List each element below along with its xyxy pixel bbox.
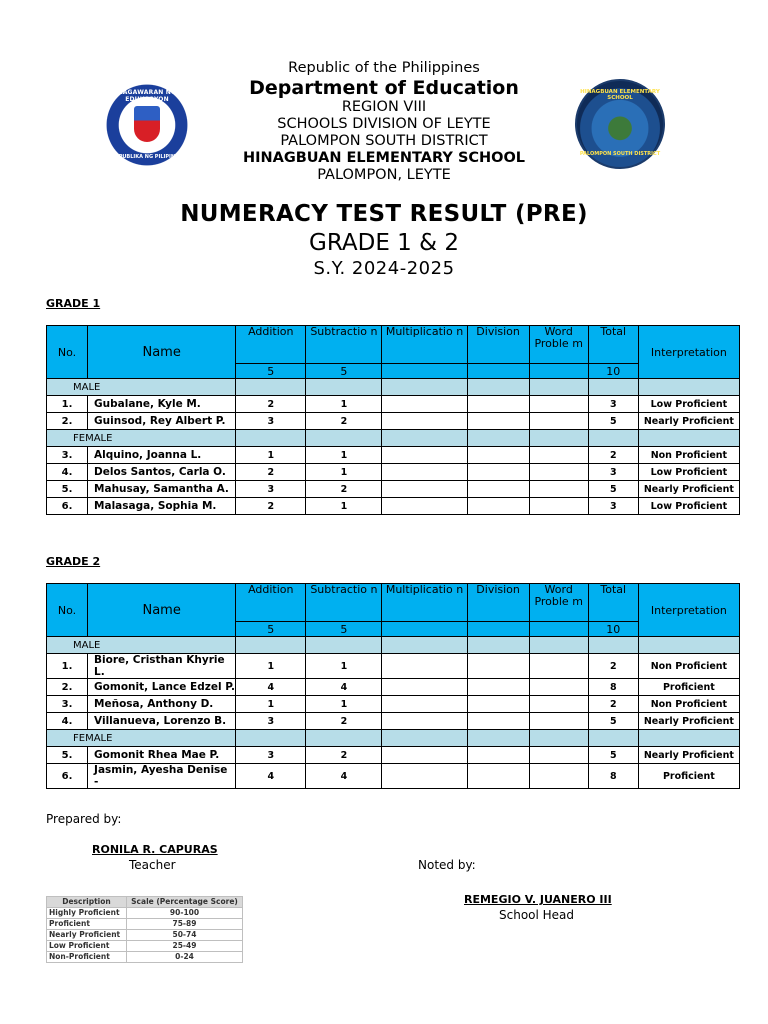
col-interpretation-header: Interpretation (638, 326, 739, 379)
student-name: Delos Santos, Carla O. (88, 464, 236, 481)
total-items: 10 (588, 622, 638, 637)
multiplication-score (382, 447, 467, 464)
student-row (47, 696, 740, 713)
addition-score: 1 (236, 654, 306, 679)
division-line: SCHOOLS DIVISION OF LEYTE (277, 116, 491, 132)
division-score (467, 679, 529, 696)
scale-row (47, 908, 243, 919)
school-head-role: School Head (499, 908, 575, 922)
total-score: 8 (588, 764, 638, 789)
division-items (467, 622, 529, 637)
addition-score: 4 (236, 764, 306, 789)
division-score (467, 747, 529, 764)
col-total-header: Total (588, 326, 638, 364)
total-score: 8 (588, 679, 638, 696)
scale-row (47, 941, 243, 952)
total-score: 5 (588, 747, 638, 764)
total-score: 2 (588, 654, 638, 679)
student-name: Villanueva, Lorenzo B. (88, 713, 236, 730)
student-name: Gomonit, Lance Edzel P. (88, 679, 236, 696)
grade2-male-section (47, 637, 740, 654)
col-addition-header: Addition (236, 326, 306, 364)
student-number: 5. (47, 481, 88, 498)
total-score: 2 (588, 447, 638, 464)
logo-left-ring-text: KAGAWARAN NG EDUKASYON (117, 89, 177, 103)
division-score (467, 396, 529, 413)
multiplication-score (382, 481, 467, 498)
interpretation: Proficient (638, 764, 739, 789)
student-row (47, 747, 740, 764)
grade2-label: GRADE 2 (46, 555, 101, 568)
addition-score: 2 (236, 464, 306, 481)
division-score (467, 696, 529, 713)
subtraction-score: 2 (306, 481, 382, 498)
addition-items: 5 (236, 622, 306, 637)
scale-range: 75-89 (127, 919, 243, 930)
word-problem-score (529, 481, 588, 498)
scale-header-percentage: Scale (Percentage Score) (127, 897, 243, 908)
word-problem-items (529, 364, 588, 379)
student-row (47, 713, 740, 730)
col-division-header: Division (467, 326, 529, 364)
subtraction-score: 1 (306, 654, 382, 679)
col-name-header: Name (88, 326, 236, 379)
scale-range: 25-49 (127, 941, 243, 952)
subtraction-score: 2 (306, 713, 382, 730)
word-problem-score (529, 713, 588, 730)
scale-row (47, 952, 243, 963)
division-score (467, 447, 529, 464)
word-problem-score (529, 413, 588, 430)
student-row (47, 396, 740, 413)
interpretation: Low Proficient (638, 396, 739, 413)
addition-score: 3 (236, 713, 306, 730)
word-problem-score (529, 498, 588, 515)
col-multiplication-header: Multiplicatio n (382, 584, 467, 622)
school-head-name: REMEGIO V. JUANERO III (464, 893, 612, 906)
word-problem-items (529, 622, 588, 637)
interpretation: Proficient (638, 679, 739, 696)
col-no-header: No. (47, 326, 88, 379)
logo-right-ring-text-bottom: PALOMPON SOUTH DISTRICT (579, 151, 661, 157)
multiplication-items (382, 364, 467, 379)
report-grades: GRADE 1 & 2 (309, 230, 459, 256)
multiplication-score (382, 464, 467, 481)
scale-description: Low Proficient (47, 941, 127, 952)
addition-score: 3 (236, 747, 306, 764)
subtraction-score: 2 (306, 413, 382, 430)
school-name-line: HINAGBUAN ELEMENTARY SCHOOL (242, 150, 526, 166)
col-name-header: Name (88, 584, 236, 637)
total-score: 5 (588, 713, 638, 730)
division-score (467, 498, 529, 515)
student-row (47, 498, 740, 515)
teacher-role: Teacher (129, 858, 176, 872)
total-score: 3 (588, 396, 638, 413)
section-label: FEMALE (47, 730, 236, 747)
teacher-name: RONILA R. CAPURAS (92, 843, 218, 856)
scale-row (47, 930, 243, 941)
grade2-female-section (47, 730, 740, 747)
proficiency-scale-table (46, 896, 243, 963)
student-name: Biore, Cristhan Khyrie L. (88, 654, 236, 679)
col-subtraction-header: Subtractio n (306, 326, 382, 364)
word-problem-score (529, 447, 588, 464)
grade1-male-section (47, 379, 740, 396)
col-addition-header: Addition (236, 584, 306, 622)
district-line: PALOMPON SOUTH DISTRICT (280, 133, 488, 149)
student-row (47, 464, 740, 481)
subtraction-score: 2 (306, 747, 382, 764)
interpretation: Nearly Proficient (638, 481, 739, 498)
student-name: Guinsod, Rey Albert P. (88, 413, 236, 430)
total-items: 10 (588, 364, 638, 379)
department-line: Department of Education (249, 77, 519, 99)
section-label: MALE (47, 379, 236, 396)
subtraction-score: 4 (306, 764, 382, 789)
interpretation: Low Proficient (638, 498, 739, 515)
student-number: 3. (47, 447, 88, 464)
student-row (47, 413, 740, 430)
multiplication-items (382, 622, 467, 637)
student-number: 1. (47, 396, 88, 413)
subtraction-items: 5 (306, 622, 382, 637)
col-no-header: No. (47, 584, 88, 637)
word-problem-score (529, 396, 588, 413)
student-number: 5. (47, 747, 88, 764)
word-problem-score (529, 747, 588, 764)
word-problem-score (529, 679, 588, 696)
student-number: 1. (47, 654, 88, 679)
col-subtraction-header: Subtractio n (306, 584, 382, 622)
col-word-problem-header: Word Proble m (529, 584, 588, 622)
logo-right-ring-text: HINAGBUAN ELEMENTARY SCHOOL (580, 89, 660, 101)
multiplication-score (382, 396, 467, 413)
scale-range: 50-74 (127, 930, 243, 941)
student-number: 3. (47, 696, 88, 713)
student-name: Malasaga, Sophia M. (88, 498, 236, 515)
student-row (47, 654, 740, 679)
subtraction-score: 1 (306, 498, 382, 515)
division-score (467, 464, 529, 481)
addition-score: 3 (236, 481, 306, 498)
student-name: Alquino, Joanna L. (88, 447, 236, 464)
student-row (47, 764, 740, 789)
prepared-by-label: Prepared by: (46, 812, 122, 826)
student-row (47, 481, 740, 498)
logo-left-ring-text-bottom: REPUBLIKA NG PILIPINAS (111, 154, 183, 160)
subtraction-score: 1 (306, 464, 382, 481)
interpretation: Low Proficient (638, 464, 739, 481)
word-problem-score (529, 654, 588, 679)
interpretation: Nearly Proficient (638, 413, 739, 430)
multiplication-score (382, 713, 467, 730)
student-number: 4. (47, 713, 88, 730)
subtraction-score: 1 (306, 696, 382, 713)
student-number: 2. (47, 679, 88, 696)
col-total-header: Total (588, 584, 638, 622)
total-score: 5 (588, 481, 638, 498)
multiplication-score (382, 764, 467, 789)
student-name: Meñosa, Anthony D. (88, 696, 236, 713)
student-name: Gubalane, Kyle M. (88, 396, 236, 413)
student-row (47, 679, 740, 696)
grade1-female-section (47, 430, 740, 447)
student-name: Gomonit Rhea Mae P. (88, 747, 236, 764)
addition-score: 1 (236, 696, 306, 713)
scale-range: 90-100 (127, 908, 243, 919)
section-label: FEMALE (47, 430, 236, 447)
total-score: 3 (588, 498, 638, 515)
word-problem-score (529, 696, 588, 713)
scale-range: 0-24 (127, 952, 243, 963)
grade1-label: GRADE 1 (46, 297, 101, 310)
subtraction-score: 1 (306, 447, 382, 464)
division-score (467, 481, 529, 498)
section-label: MALE (47, 637, 236, 654)
multiplication-score (382, 654, 467, 679)
grade2-results-table (46, 583, 740, 789)
subtraction-score: 4 (306, 679, 382, 696)
division-score (467, 654, 529, 679)
interpretation: Non Proficient (638, 696, 739, 713)
multiplication-score (382, 747, 467, 764)
multiplication-score (382, 413, 467, 430)
interpretation: Non Proficient (638, 654, 739, 679)
division-items (467, 364, 529, 379)
addition-items: 5 (236, 364, 306, 379)
addition-score: 2 (236, 498, 306, 515)
total-score: 5 (588, 413, 638, 430)
student-number: 6. (47, 498, 88, 515)
total-score: 3 (588, 464, 638, 481)
addition-score: 1 (236, 447, 306, 464)
word-problem-score (529, 464, 588, 481)
col-word-problem-header: Word Proble m (529, 326, 588, 364)
subtraction-items: 5 (306, 364, 382, 379)
student-row (47, 447, 740, 464)
student-number: 6. (47, 764, 88, 789)
scale-row (47, 919, 243, 930)
col-division-header: Division (467, 584, 529, 622)
total-score: 2 (588, 696, 638, 713)
addition-score: 4 (236, 679, 306, 696)
noted-by-label: Noted by: (418, 858, 476, 872)
student-name: Mahusay, Samantha A. (88, 481, 236, 498)
scale-description: Proficient (47, 919, 127, 930)
division-score (467, 413, 529, 430)
location-line: PALOMPON, LEYTE (317, 167, 451, 183)
col-multiplication-header: Multiplicatio n (382, 326, 467, 364)
division-score (467, 764, 529, 789)
interpretation: Nearly Proficient (638, 713, 739, 730)
student-number: 4. (47, 464, 88, 481)
subtraction-score: 1 (306, 396, 382, 413)
col-interpretation-header: Interpretation (638, 584, 739, 637)
scale-description: Highly Proficient (47, 908, 127, 919)
scale-description: Non-Proficient (47, 952, 127, 963)
student-name: Jasmin, Ayesha Denise - (88, 764, 236, 789)
word-problem-score (529, 764, 588, 789)
addition-score: 3 (236, 413, 306, 430)
interpretation: Non Proficient (638, 447, 739, 464)
republic-line: Republic of the Philippines (288, 60, 480, 76)
grade1-results-table (46, 325, 740, 515)
report-title: NUMERACY TEST RESULT (PRE) (180, 201, 588, 227)
scale-header-description: Description (47, 897, 127, 908)
division-score (467, 713, 529, 730)
region-line: REGION VIII (341, 99, 427, 115)
multiplication-score (382, 498, 467, 515)
multiplication-score (382, 679, 467, 696)
scale-description: Nearly Proficient (47, 930, 127, 941)
interpretation: Nearly Proficient (638, 747, 739, 764)
school-year: S.Y. 2024-2025 (313, 258, 455, 279)
addition-score: 2 (236, 396, 306, 413)
student-number: 2. (47, 413, 88, 430)
multiplication-score (382, 696, 467, 713)
